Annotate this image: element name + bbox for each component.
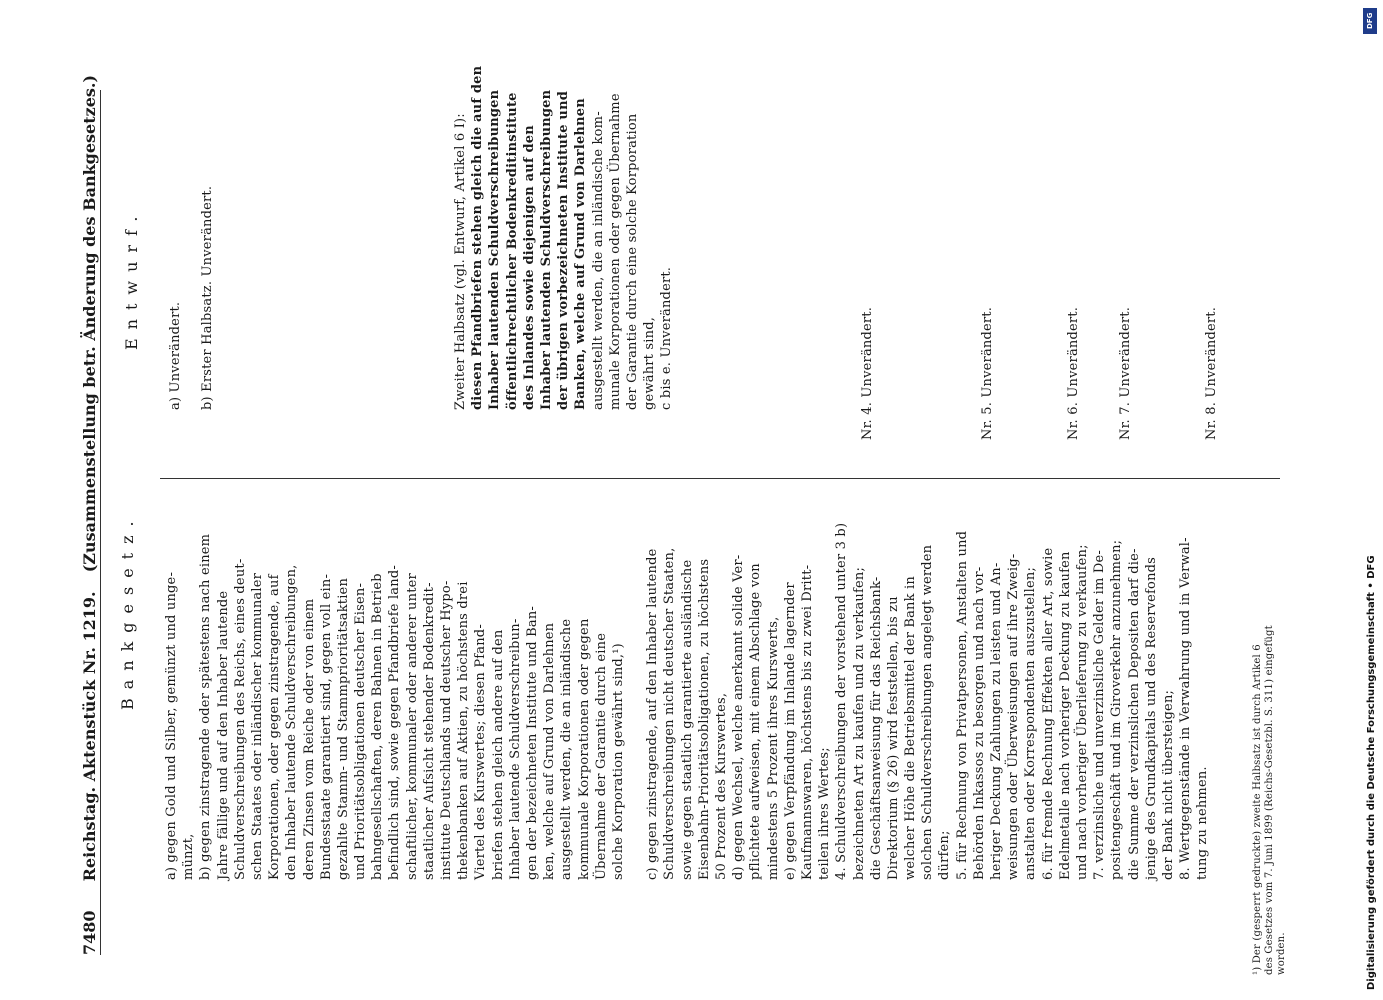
right-line: ausgestellt werden, die an inländische kom- bbox=[590, 111, 606, 410]
right-line: Banken, welche auf Grund von Darlehnen bbox=[573, 98, 589, 410]
left-line: befindlich sind, sowie gegen Pfandbriefe land- bbox=[387, 565, 403, 880]
page-header bbox=[80, 75, 99, 955]
left-line: Bundesstaate garantiert sind, gegen voll ein- bbox=[318, 573, 334, 880]
right-line: öffentlichrechtlicher Bodenkreditinstitute bbox=[504, 92, 520, 410]
left-column-lines bbox=[163, 523, 1211, 880]
left-line: 6. für fremde Rechnung Effekten aller Art, sowie bbox=[1040, 547, 1056, 880]
left-line: 8. Wertgegenstände in Verwahrung und in Verwal- bbox=[1178, 537, 1194, 880]
left-line: institute Deutschlands und deutscher Hypo- bbox=[439, 580, 454, 880]
left-line: den Inhaber lautende Schuldverschreibungen, bbox=[284, 564, 300, 880]
left-line: heriger Deckung Zahlungen zu leisten und An- bbox=[989, 562, 1004, 880]
right-line: der übrigen vorbezeichneten Institute und bbox=[556, 90, 572, 410]
right-zweiter-lines bbox=[452, 66, 675, 410]
footnote-lines bbox=[1252, 625, 1288, 975]
right-line: diesen Pfandbriefen stehen gleich die auf den bbox=[470, 65, 486, 410]
right-entry-a: a) Unverändert. bbox=[168, 301, 183, 410]
left-line: e) gegen Verpfändung im Inlande lagernder bbox=[782, 582, 798, 880]
right-entry-nr8: Nr. 8. Unverändert. bbox=[1204, 306, 1219, 440]
right-line: des Inlandes sowie diejenigen auf den bbox=[521, 125, 537, 410]
left-line: briefen stehen gleich andere auf den bbox=[490, 629, 506, 880]
left-line: sowie gegen staatlich garantierte ausländische bbox=[679, 559, 695, 880]
left-line: die Geschäftsanweisung für das Reichsbank- bbox=[868, 576, 884, 880]
right-entry-b: b) Erster Halbsatz. Unverändert. bbox=[200, 185, 215, 410]
left-line: Viertel des Kurswertes; diesen Pfand- bbox=[473, 624, 489, 880]
right-line: Inhaber lautenden Schuldverschreibungen bbox=[487, 89, 503, 410]
right-line: Zweiter Halbsatz (vgl. Entwurf, Artikel 6 I): bbox=[453, 113, 468, 410]
left-line: pflichtete aufweisen, mit einem Abschlage von bbox=[748, 563, 764, 880]
left-line: 7. verzinsliche und unverzinsliche Gelder im De- bbox=[1092, 550, 1108, 880]
left-line: thekenbanken auf Aktien, zu höchstens drei bbox=[456, 581, 472, 880]
left-line: ausgestellt werden, die an inländische bbox=[559, 618, 575, 880]
left-line: Korporationen, oder gegen zinstragende, auf bbox=[267, 574, 283, 880]
right-entry-nr4: Nr. 4. Unverändert. bbox=[860, 306, 875, 440]
right-line: Inhaber lautenden Schuldverschreibungen bbox=[538, 89, 554, 410]
left-line: jenige des Grundkapitals und des Reservefonds bbox=[1143, 556, 1159, 880]
left-line: Übernahme der Garantie durch eine bbox=[593, 632, 609, 880]
left-line: solchen Schuldverschreibungen angelegt werden bbox=[920, 544, 936, 880]
left-line: Jahre fällige und auf den Inhaber lautende bbox=[215, 590, 231, 880]
left-line: dürfen; bbox=[937, 830, 953, 880]
left-line: bahngesellschaften, deren Bahnen in Betrieb bbox=[370, 573, 386, 880]
left-line: der Bank nicht übersteigen; bbox=[1160, 689, 1176, 880]
left-line: schaftlicher, kommunaler oder anderer unter bbox=[404, 573, 420, 880]
right-line: gewährt sind, bbox=[642, 316, 658, 410]
left-line: d) gegen Wechsel, welche anerkannt solide Ver- bbox=[731, 554, 747, 880]
left-line: staatlicher Aufsicht stehender Bodenkredit- bbox=[421, 582, 437, 880]
left-line: Direktorium (§ 26) wird feststellen, bis zu bbox=[885, 596, 901, 880]
right-entry-nr6: Nr. 6. Unverändert. bbox=[1066, 306, 1081, 440]
page-number: 7480 bbox=[80, 910, 99, 955]
right-column-heading: Entwurf. bbox=[122, 207, 141, 350]
left-line: teilen ihres Wertes; bbox=[817, 747, 833, 880]
dfg-logo: DFG bbox=[1363, 8, 1377, 34]
left-line: anstalten oder Korrespondenten auszustellen; bbox=[1023, 566, 1039, 880]
header-rule bbox=[100, 90, 101, 955]
foot-line: ¹) Der (gesperrt gedruckte) zweite Halbsatz ist durch Artikel 6 bbox=[1252, 644, 1263, 975]
left-line: 5. für Rechnung von Privatpersonen, Anstalten und bbox=[954, 530, 970, 880]
left-line: gezahlte Stamm- und Stammprioritätsaktien bbox=[335, 577, 351, 880]
left-line: und nach vorheriger Überlieferung zu verkaufen; bbox=[1074, 544, 1090, 880]
right-line: c bis e. Unverändert. bbox=[659, 266, 675, 410]
left-line: schen Staates oder inländischer kommunaler bbox=[249, 572, 265, 880]
left-line: b) gegen zinstragende oder spätestens nach einem bbox=[198, 533, 214, 880]
left-line: 4. Schuldverschreibungen der vorstehend unter 3 b) bbox=[834, 522, 850, 880]
left-line: c) gegen zinstragende, auf den Inhaber lautende bbox=[645, 548, 661, 880]
left-line: gen der bezeichneten Institute und Ban- bbox=[524, 605, 540, 880]
foot-line: worden. bbox=[1276, 932, 1287, 975]
left-line: Inhaber lautende Schuldverschreibun- bbox=[507, 618, 523, 880]
left-line: Schuldverschreibungen nicht deutscher Staaten, bbox=[662, 547, 678, 880]
right-entry-nr5: Nr. 5. Unverändert. bbox=[980, 306, 995, 440]
left-line: deren Zinsen vom Reiche oder von einem bbox=[301, 598, 317, 880]
left-line: Behörden Inkassos zu besorgen und nach vor- bbox=[971, 566, 987, 880]
left-line: ken, welche auf Grund von Darlehnen bbox=[542, 622, 558, 880]
left-line: Kaufmannswaren, höchstens bis zu zwei Dritt- bbox=[799, 564, 815, 880]
left-line: und Prioritätsobligationen deutscher Eisen- bbox=[353, 582, 369, 880]
left-line: Eisenbahn-Prioritätsobligationen, zu höchstens bbox=[696, 558, 712, 880]
left-line: kommunale Korporationen oder gegen bbox=[576, 618, 592, 880]
footnote bbox=[1252, 625, 1288, 975]
digitization-note: Digitalisierung gefördert durch die Deutsche Forschungsgemeinschaft • DFG bbox=[1366, 555, 1377, 990]
right-line: munale Korporationen oder gegen Übernahme bbox=[607, 93, 623, 410]
document-subtitle: (Zusammenstellung betr. Änderung des Bankgesetzes.) bbox=[80, 74, 99, 573]
left-line: tung zu nehmen. bbox=[1195, 766, 1211, 880]
left-line: Edelmetalle nach vorheriger Deckung zu kaufen bbox=[1057, 551, 1073, 880]
right-line: der Garantie durch eine solche Korporation bbox=[624, 113, 640, 410]
left-column-heading: Bankgesetz. bbox=[118, 512, 137, 710]
left-line bbox=[627, 523, 644, 880]
right-zweiter-halbsatz bbox=[452, 66, 675, 410]
left-line: weisungen oder Überweisungen auf ihre Zweig- bbox=[1006, 553, 1022, 880]
left-line: 50 Prozent des Kurswertes, bbox=[714, 692, 729, 880]
left-column-body bbox=[163, 523, 1211, 880]
document-title: Reichstag. Aktenstück Nr. 1219. bbox=[80, 591, 99, 882]
left-line: die Summe der verzinslichen Depositen darf die- bbox=[1126, 548, 1142, 880]
left-line: bezeichneten Art zu kaufen und zu verkaufen; bbox=[851, 566, 867, 880]
right-entry-nr7: Nr. 7. Unverändert. bbox=[1118, 306, 1133, 440]
left-line: welcher Höhe die Betriebsmittel der Bank in bbox=[903, 576, 919, 880]
left-line: positengeschäft und im Giroverkehr anzunehmen; bbox=[1109, 539, 1125, 880]
foot-line: des Gesetzes vom 7. Juni 1899 (Reichs-Gesetzbl. S. 311) eingefügt bbox=[1264, 625, 1275, 975]
left-line: münzt, bbox=[181, 833, 197, 880]
left-line: mindestens 5 Prozent ihres Kurswerts, bbox=[765, 616, 781, 880]
column-divider bbox=[160, 478, 1280, 479]
left-line: a) gegen Gold und Silber, gemünzt und unge- bbox=[164, 571, 179, 880]
left-line: solche Korporation gewährt sind,¹) bbox=[610, 643, 626, 880]
left-line: Schuldverschreibungen des Reichs, eines deut- bbox=[232, 558, 248, 880]
